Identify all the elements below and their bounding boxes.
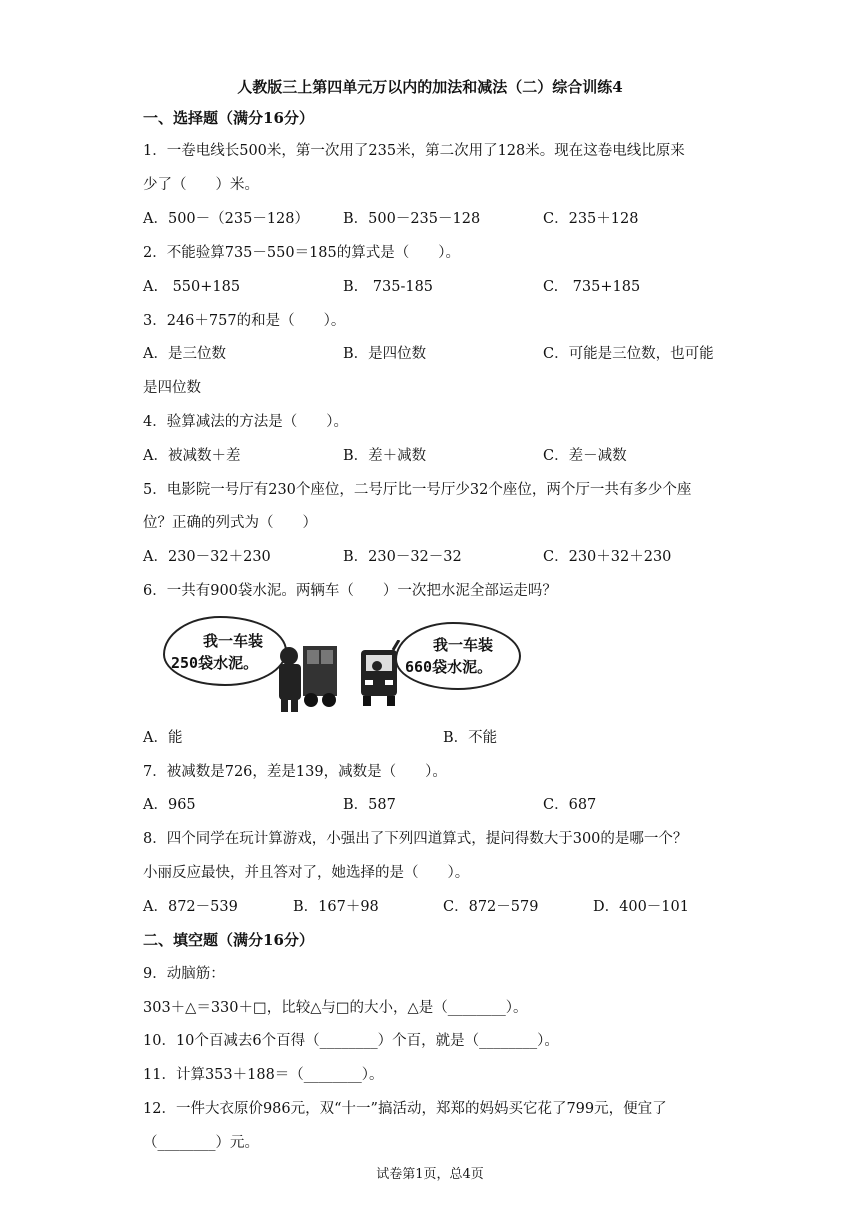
question-3: 3．246＋757的和是（ ）。 [143, 313, 346, 329]
option-7a: A．965 [143, 797, 196, 813]
bubble-left-line2: 250袋水泥。 [171, 654, 259, 672]
bubble-left-line1: 我一车装 [203, 632, 264, 650]
option-8c: C．872－579 [443, 899, 539, 915]
page-footer: 试卷第1页，总4页 [376, 1167, 484, 1182]
section-heading-choice: 一、选择题（满分16分） [143, 109, 314, 127]
question-11: 11．计算353＋188＝（________）。 [143, 1067, 384, 1083]
question-12-cont: （________）元。 [143, 1135, 259, 1151]
option-5a: A．230－32＋230 [143, 549, 271, 565]
bubble-right-line1: 我一车装 [433, 636, 494, 654]
option-7c: C．687 [543, 797, 597, 813]
question-7: 7．被减数是726，差是139，减数是（ ）。 [143, 764, 447, 780]
question-2: 2．不能验算735－550＝185的算式是（ ）。 [143, 245, 461, 261]
question-9: 9．动脑筋： [143, 966, 225, 982]
option-4b: B．差＋减数 [343, 448, 427, 464]
option-8a: A．872－539 [143, 899, 238, 915]
question-1: 1．一卷电线长500米，第一次用了235米，第二次用了128米。现在这卷电线比原来 [143, 143, 685, 159]
option-1b: B．500－235－128 [343, 211, 481, 227]
option-2a: A. 550+185 [143, 279, 241, 295]
question-12: 12．一件大衣原价986元，双“十一”搞活动，郑郑的妈妈买它花了799元，便宜了 [143, 1101, 667, 1117]
option-5b: B．230－32－32 [343, 549, 462, 565]
question-1-cont: 少了（ ）米。 [143, 177, 259, 193]
option-4a: A．被减数＋差 [143, 448, 241, 464]
question-8: 8．四个同学在玩计算游戏，小强出了下列四道算式，提问得数大于300的是哪一个？ [143, 831, 688, 847]
option-2b: B. 735-185 [343, 279, 434, 295]
option-4c: C．差－减数 [543, 448, 627, 464]
section-heading-fill: 二、填空题（满分16分） [143, 931, 314, 949]
question-6: 6．一共有900袋水泥。两辆车（ ）一次把水泥全部运走吗？ [143, 583, 557, 599]
option-5c: C．230＋32＋230 [543, 549, 672, 565]
option-3a: A．是三位数 [143, 346, 226, 362]
question-10: 10．10个百减去6个百得（________）个百，就是（________）。 [143, 1033, 559, 1049]
option-3c-cont: 是四位数 [143, 380, 201, 396]
truck-left-icon [263, 634, 343, 714]
question-9-cont: 303＋△＝330＋□，比较△与□的大小，△是（________）。 [143, 1000, 528, 1016]
option-2c: C. 735+185 [543, 279, 641, 295]
option-1a: A．500－（235－128） [143, 211, 309, 227]
option-7b: B．587 [343, 797, 396, 813]
option-8b: B．167＋98 [293, 899, 379, 915]
option-3b: B．是四位数 [343, 346, 427, 362]
option-6a: A．能 [143, 730, 183, 746]
option-6b: B．不能 [443, 730, 498, 746]
option-1c: C．235＋128 [543, 211, 639, 227]
bubble-right-line2: 660袋水泥。 [405, 658, 493, 676]
page-title: 人教版三上第四单元万以内的加法和减法（二）综合训练4 [237, 78, 623, 96]
trucks-illustration [155, 612, 525, 712]
question-4: 4．验算减法的方法是（ ）。 [143, 414, 348, 430]
option-3c: C．可能是三位数，也可能 [543, 346, 714, 362]
question-5: 5．电影院一号厅有230个座位，二号厅比一号厅少32个座位，两个厅一共有多少个座 [143, 482, 692, 498]
option-8d: D．400－101 [593, 899, 689, 915]
question-5-cont: 位？正确的列式为（ ） [143, 515, 317, 531]
question-8-cont: 小丽反应最快，并且答对了，她选择的是（ ）。 [143, 865, 470, 881]
